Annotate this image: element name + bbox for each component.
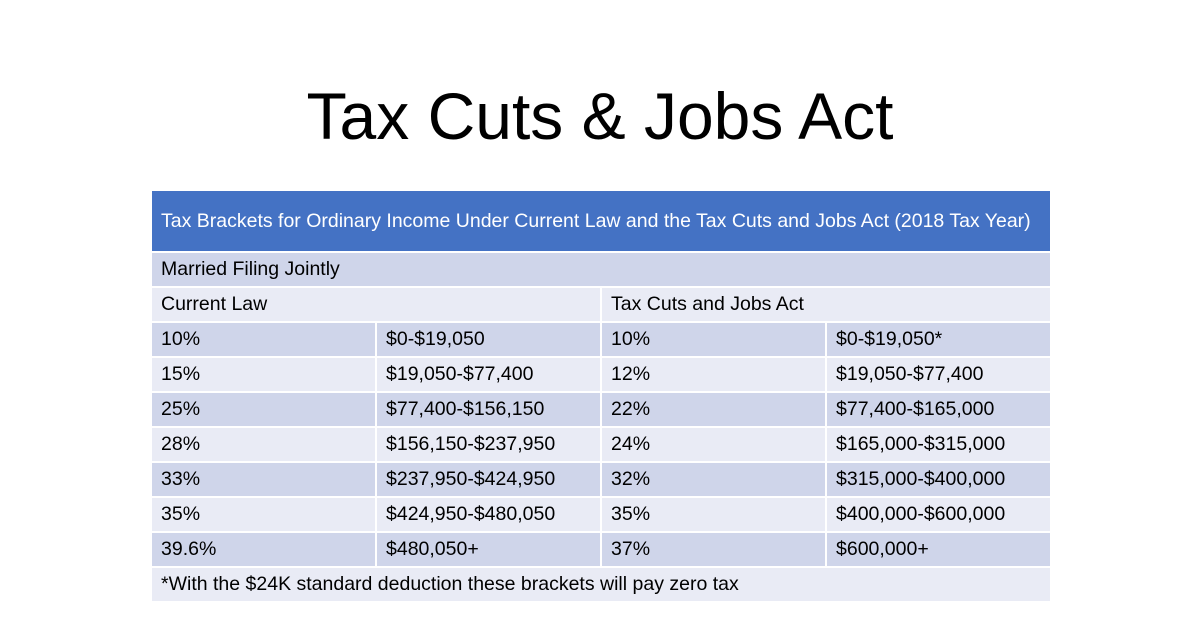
current-rate: 39.6% [151,532,376,567]
current-range: $77,400-$156,150 [376,392,601,427]
tcja-rate: 35% [601,497,826,532]
tcja-rate: 37% [601,532,826,567]
table-caption: Tax Brackets for Ordinary Income Under Current Law and the Tax Cuts and Jobs Act (2018 Tax Year) [151,190,1051,252]
tcja-rate: 24% [601,427,826,462]
footnote-row [151,567,1051,602]
current-law-header: Current Law [151,287,601,322]
current-range: $156,150-$237,950 [376,427,601,462]
current-rate: 33% [151,462,376,497]
current-range: $480,050+ [376,532,601,567]
table-row [151,427,1051,462]
filing-status: Married Filing Jointly [151,252,1051,287]
tax-brackets-table [150,189,1052,603]
current-range: $237,950-$424,950 [376,462,601,497]
tcja-range: $400,000-$600,000 [826,497,1051,532]
current-rate: 35% [151,497,376,532]
tcja-rate: 12% [601,357,826,392]
table-row [151,497,1051,532]
tcja-range: $77,400-$165,000 [826,392,1051,427]
current-rate: 25% [151,392,376,427]
table-row [151,532,1051,567]
tcja-header: Tax Cuts and Jobs Act [601,287,1051,322]
tcja-rate: 10% [601,322,826,357]
current-range: $19,050-$77,400 [376,357,601,392]
current-rate: 10% [151,322,376,357]
current-range: $0-$19,050 [376,322,601,357]
current-rate: 28% [151,427,376,462]
slide-title: Tax Cuts & Jobs Act [306,79,894,153]
table-caption-row [151,190,1051,252]
table-row [151,462,1051,497]
table-row [151,392,1051,427]
tcja-range: $600,000+ [826,532,1051,567]
table-row [151,357,1051,392]
current-range: $424,950-$480,050 [376,497,601,532]
tcja-range: $315,000-$400,000 [826,462,1051,497]
tcja-range: $19,050-$77,400 [826,357,1051,392]
table-row [151,322,1051,357]
column-header-row [151,287,1051,322]
filing-status-row [151,252,1051,287]
current-rate: 15% [151,357,376,392]
tcja-range: $0-$19,050* [826,322,1051,357]
footnote: *With the $24K standard deduction these brackets will pay zero tax [151,567,1051,602]
tcja-range: $165,000-$315,000 [826,427,1051,462]
tcja-rate: 22% [601,392,826,427]
tcja-rate: 32% [601,462,826,497]
